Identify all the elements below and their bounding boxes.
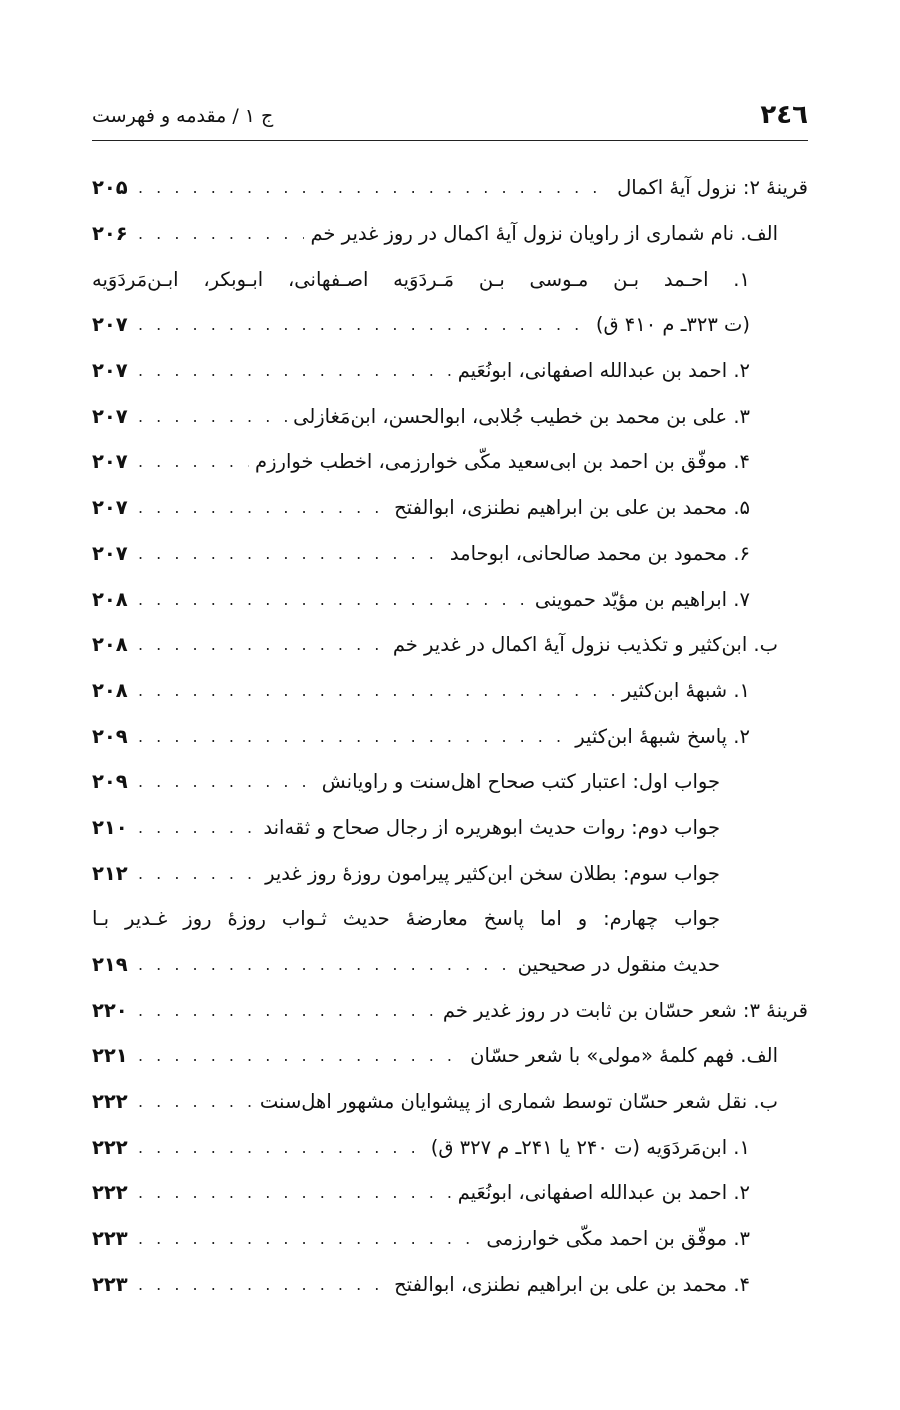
toc-entry bbox=[92, 531, 808, 577]
toc-entry-title: ۱. شبههٔ ابن‌کثیر bbox=[621, 678, 750, 702]
toc-entry bbox=[92, 896, 808, 942]
toc-entry-title: الف. فهم کلمهٔ «مولی» با شعر حسّان bbox=[470, 1044, 778, 1068]
toc-entry-page: ۲۱۲ bbox=[92, 861, 128, 885]
toc-entry bbox=[92, 1170, 808, 1216]
dot-leader bbox=[138, 452, 249, 471]
dot-leader bbox=[138, 681, 616, 700]
toc-entry-page: ۲۰۹ bbox=[92, 770, 128, 794]
page-number: ۲٤٦ bbox=[760, 100, 808, 130]
toc-entry bbox=[92, 850, 808, 896]
toc-entry-page: ۲۱۰ bbox=[92, 815, 128, 839]
toc-entry bbox=[92, 348, 808, 394]
dot-leader bbox=[138, 727, 569, 746]
dot-leader bbox=[138, 1092, 254, 1111]
dot-leader bbox=[138, 635, 387, 654]
toc-entry-title: (ت ۳۲۳ـ م ۴۱۰ ق) bbox=[595, 313, 750, 337]
toc-entry bbox=[92, 1124, 808, 1170]
dot-leader bbox=[138, 407, 287, 426]
toc-entry-page: ۲۰۷ bbox=[92, 313, 128, 337]
toc-entry-page: ۲۱۹ bbox=[92, 953, 128, 977]
toc-entry-title: ۳. علی بن محمد بن خطیب جُلابی، ابوالحسن، ابن‌مَغازلی bbox=[293, 404, 750, 428]
toc-entry-page: ۲۰۹ bbox=[92, 724, 128, 748]
page-header bbox=[92, 96, 808, 132]
toc-entry-page: ۲۰۷ bbox=[92, 496, 128, 520]
dot-leader bbox=[138, 1046, 464, 1065]
toc-entry-page: ۲۰۶ bbox=[92, 222, 128, 246]
dot-leader bbox=[138, 1001, 437, 1020]
toc-entry-title: قرینهٔ ۳: شعر حسّان بن ثابت در روز غدیر خم bbox=[442, 998, 808, 1022]
dot-leader bbox=[138, 590, 529, 609]
toc-entry bbox=[92, 302, 808, 348]
toc-entry-page: ۲۰۷ bbox=[92, 541, 128, 565]
dot-leader bbox=[138, 1138, 425, 1157]
toc-entry-title: جواب سوم: بطلان سخن ابن‌کثیر پیرامون روزهٔ روز غدیر bbox=[265, 861, 720, 885]
toc-entry-title: حدیث منقول در صحیحین bbox=[517, 953, 720, 977]
toc-entry-page: ۲۲۳ bbox=[92, 1227, 128, 1251]
header-rule bbox=[92, 140, 808, 141]
toc-entry-title: ۱. ابن‌مَردَوَیه (ت ۲۴۰ یا ۲۴۱ـ م ۳۲۷ ق) bbox=[430, 1135, 750, 1159]
toc-entry bbox=[92, 805, 808, 851]
toc-entry bbox=[92, 987, 808, 1033]
dot-leader bbox=[138, 772, 316, 791]
toc-entry-title: ب. نقل شعر حسّان توسط شماری از پیشوایان مشهور اهل‌سنت bbox=[259, 1090, 778, 1114]
toc-entry-page: ۲۲۰ bbox=[92, 998, 128, 1022]
toc-entry bbox=[92, 942, 808, 988]
toc-entry-page: ۲۰۷ bbox=[92, 450, 128, 474]
toc-entry bbox=[92, 485, 808, 531]
toc-entry bbox=[92, 211, 808, 257]
toc-entry-page: ۲۰۷ bbox=[92, 359, 128, 383]
toc-entry-title: جواب چهارم: و اما پاسخ معارضهٔ حدیث ثـواب روزهٔ روز غـدیر بـا bbox=[92, 907, 720, 931]
toc-entry bbox=[92, 759, 808, 805]
toc-entry-title: ۶. محمود بن محمد صالحانی، ابوحامد bbox=[449, 541, 750, 565]
toc-entry-title: ۲. پاسخ شبههٔ ابن‌کثیر bbox=[575, 724, 750, 748]
toc-entry-title: ۳. موفّق بن احمد مکّی خوارزمی bbox=[486, 1227, 750, 1251]
toc-entry-page: ۲۲۲ bbox=[92, 1181, 128, 1205]
toc-entry-title: ب. ابن‌کثیر و تکذیب نزول آیهٔ اکمال در غدیر خم bbox=[392, 633, 778, 657]
toc-entry-page: ۲۰۸ bbox=[92, 587, 128, 611]
dot-leader bbox=[138, 544, 444, 563]
toc-entry bbox=[92, 576, 808, 622]
dot-leader bbox=[138, 818, 257, 837]
dot-leader bbox=[138, 361, 452, 380]
toc-entry bbox=[92, 439, 808, 485]
toc-entry bbox=[92, 1079, 808, 1125]
toc-entry-page: ۲۲۲ bbox=[92, 1090, 128, 1114]
toc-entry-title: ۲. احمد بن عبدالله اصفهانی، ابونُعَیم bbox=[457, 1181, 750, 1205]
dot-leader bbox=[138, 1229, 480, 1248]
toc-entry-title: ۴. محمد بن علی بن ابراهیم نطنزی، ابوالفتح bbox=[394, 1272, 750, 1296]
toc-entry-page: ۲۲۱ bbox=[92, 1044, 128, 1068]
toc-entry bbox=[92, 622, 808, 668]
toc-entry-page: ۲۰۸ bbox=[92, 678, 128, 702]
dot-leader bbox=[138, 498, 388, 517]
dot-leader bbox=[138, 178, 611, 197]
toc-entry bbox=[92, 1262, 808, 1308]
toc-entry bbox=[92, 393, 808, 439]
dot-leader bbox=[138, 1275, 388, 1294]
dot-leader bbox=[138, 864, 259, 883]
dot-leader bbox=[138, 315, 590, 334]
toc-entry-title: ۷. ابراهیم بن مؤیّد حموینی bbox=[534, 587, 750, 611]
toc-entry-page: ۲۲۳ bbox=[92, 1272, 128, 1296]
toc-entry-title: جواب اول: اعتبار کتب صحاح اهل‌سنت و راویانش bbox=[321, 770, 720, 794]
dot-leader bbox=[138, 955, 512, 974]
toc-entry-title: ۱. احـمد بـن مـوسی بـن مَـردَوَیه اصـفهانی، ابـوبکر، ابـن‌مَردَوَیه bbox=[92, 267, 750, 291]
toc-entry bbox=[92, 713, 808, 759]
toc-entry bbox=[92, 165, 808, 211]
toc-entry-page: ۲۰۸ bbox=[92, 633, 128, 657]
toc-entry-title: جواب دوم: روات حدیث ابوهریره از رجال صحاح و ثقه‌اند bbox=[263, 815, 720, 839]
toc-entry bbox=[92, 1033, 808, 1079]
running-head: ج ۱ / مقدمه و فهرست bbox=[92, 105, 274, 127]
toc-entry bbox=[92, 1216, 808, 1262]
toc-entry-title: ۵. محمد بن علی بن ابراهیم نطنزی، ابوالفتح bbox=[394, 496, 750, 520]
toc-entry-page: ۲۰۵ bbox=[92, 176, 128, 200]
dot-leader bbox=[138, 224, 304, 243]
toc-entry-page: ۲۲۲ bbox=[92, 1135, 128, 1159]
dot-leader bbox=[138, 1183, 452, 1202]
toc-entry-title: الف. نام شماری از راویان نزول آیهٔ اکمال در روز غدیر خم bbox=[310, 222, 778, 246]
toc-entry-title: قرینهٔ ۲: نزول آیهٔ اکمال bbox=[617, 176, 808, 200]
toc-entry-title: ۴. موفّق بن احمد بن ابی‌سعید مکّی خوارزمی، اخطب خوارزم bbox=[255, 450, 750, 474]
toc-entry bbox=[92, 256, 808, 302]
table-of-contents bbox=[92, 165, 808, 1307]
toc-entry bbox=[92, 668, 808, 714]
toc-entry-title: ۲. احمد بن عبدالله اصفهانی، ابونُعَیم bbox=[457, 359, 750, 383]
toc-entry-page: ۲۰۷ bbox=[92, 404, 128, 428]
